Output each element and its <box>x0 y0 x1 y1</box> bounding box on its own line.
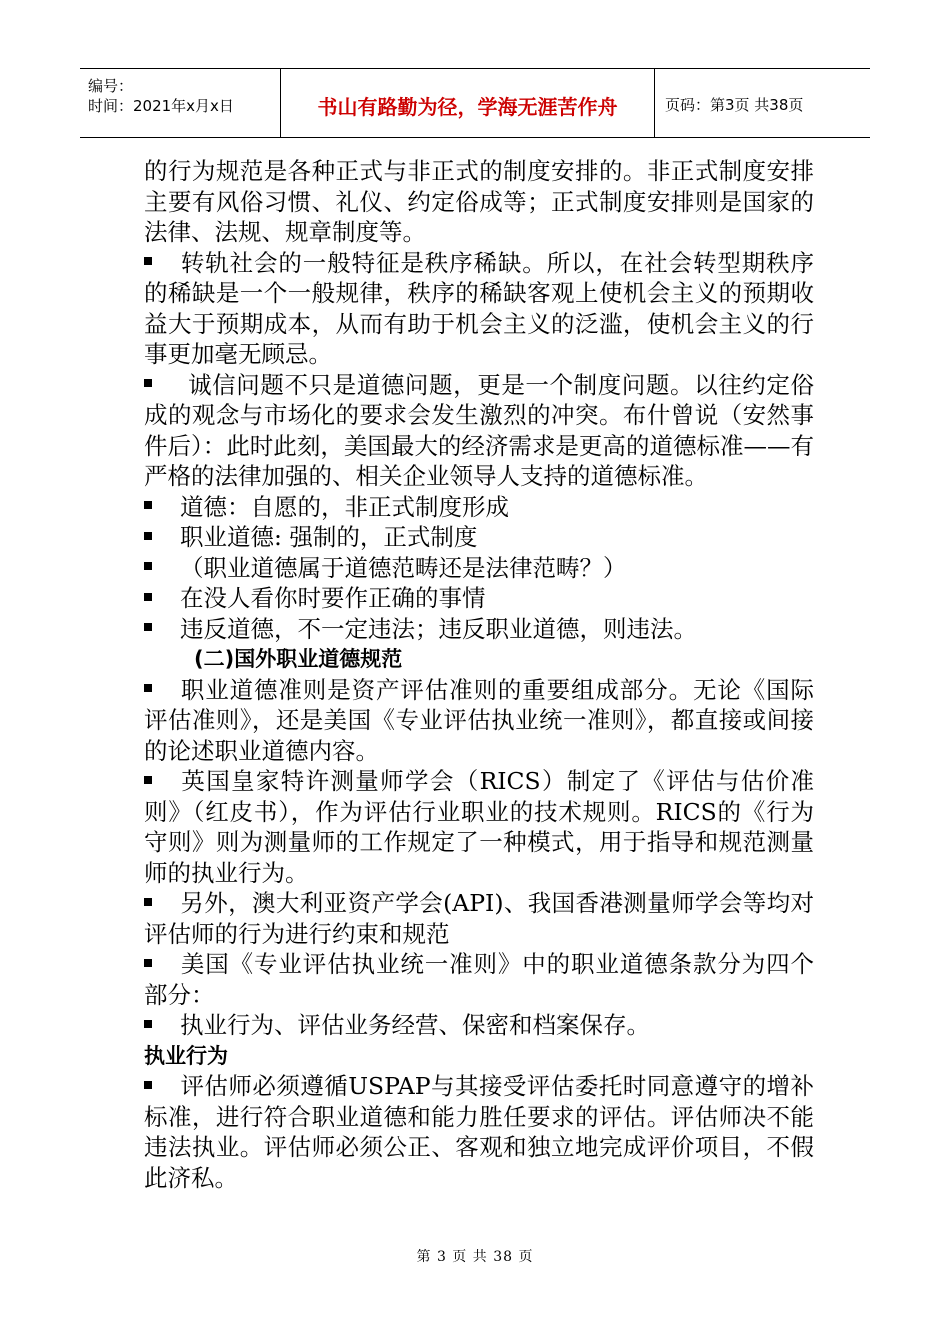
bullet-square-icon <box>144 379 152 387</box>
bullet-item <box>144 553 814 584</box>
bullet-square-icon <box>144 684 152 692</box>
bullet-item <box>144 248 814 370</box>
bullet-item <box>144 1010 814 1041</box>
bullet-text: 道德：自愿的，非正式制度形成 <box>180 492 509 521</box>
time-label: 时间：2021年x月x日 <box>88 97 234 115</box>
bullet-text: 英国皇家特许测量师学会（RICS）制定了《评估与估价准则》（红皮书），作为评估行业职业的技术规则。RICS的《行为守则》则为测量师的工作规定了一种模式，用于指导和规范测量师的执业行为。 <box>144 767 814 887</box>
bullet-square-icon <box>144 501 152 509</box>
bullet-square-icon <box>144 532 152 540</box>
bullet-item <box>144 888 814 949</box>
page-info: 页码：第3页 共38页 <box>665 96 804 114</box>
section-subheading: (二)国外职业道德规范 <box>194 647 403 671</box>
bullet-square-icon <box>144 562 152 570</box>
header-meta-cell <box>80 69 281 137</box>
document-body <box>144 156 814 1193</box>
bullet-square-icon <box>144 257 152 265</box>
paragraph: 的行为规范是各种正式与非正式的制度安排的。非正式制度安排主要有风俗习惯、礼仪、约定俗成等；正式制度安排则是国家的法律、法规、规章制度等。 <box>144 157 814 246</box>
bullet-text: 诚信问题不只是道德问题，更是一个制度问题。以往约定俗成的观念与市场化的要求会发生激烈的冲突。布什曾说（安然事件后）：此时此刻，美国最大的经济需求是更高的道德标准——有严格的法律加强的、相关企业领导人支持的道德标准。 <box>144 370 814 490</box>
bullet-text: 转轨社会的一般特征是秩序稀缺。所以，在社会转型期秩序的稀缺是一个一般规律，秩序的稀缺客观上使机会主义的预期收益大于预期成本，从而有助于机会主义的泛滥，使机会主义的行事更加毫无顾忌。 <box>144 248 814 368</box>
bullet-square-icon <box>144 593 152 601</box>
bullet-square-icon <box>144 1081 152 1089</box>
bullet-text: （职业道德属于道德范畴还是法律范畴？） <box>180 553 627 582</box>
bullet-text: 美国《专业评估执业统一准则》中的职业道德条款分为四个部分： <box>144 950 814 1009</box>
bullet-item <box>144 583 814 614</box>
bullet-item <box>144 949 814 1010</box>
bullet-square-icon <box>144 959 152 967</box>
bullet-item <box>144 522 814 553</box>
bullet-square-icon <box>144 1020 152 1028</box>
bullet-text: 职业道德准则是资产评估准则的重要组成部分。无论《国际评估准则》，还是美国《专业评估执业统一准则》，都直接或间接的论述职业道德内容。 <box>144 675 814 765</box>
bullet-item <box>144 492 814 523</box>
bullet-text: 执业行为、评估业务经营、保密和档案保存。 <box>180 1011 650 1039</box>
bullet-square-icon <box>144 776 152 784</box>
header-page-cell <box>655 69 870 137</box>
bullet-text: 职业道德: 强制的，正式制度 <box>180 523 478 551</box>
section-heading: 执业行为 <box>144 1043 228 1068</box>
bullet-item <box>144 1071 814 1193</box>
page-header <box>80 68 870 138</box>
number-label: 编号： <box>88 77 134 95</box>
bullet-text: 违反道德，不一定违法；违反职业道德，则违法。 <box>180 614 697 643</box>
bullet-square-icon <box>144 623 152 631</box>
header-motto-cell <box>281 69 655 137</box>
motto-text: 书山有路勤为径，学海无涯苦作舟 <box>317 95 618 119</box>
bullet-item <box>144 766 814 888</box>
bullet-text: 评估师必须遵循USPAP与其接受评估委托时同意遵守的增补标准，进行符合职业道德和能力胜任要求的评估。评估师决不能违法执业。评估师必须公正、客观和独立地完成评价项目，不假此济私。 <box>144 1072 814 1192</box>
page-footer: 第 3 页 共 38 页 <box>416 1249 534 1265</box>
bullet-square-icon <box>144 898 152 906</box>
bullet-item <box>144 370 814 492</box>
bullet-text: 在没人看你时要作正确的事情 <box>180 584 486 612</box>
bullet-item <box>144 614 814 645</box>
bullet-text: 另外，澳大利亚资产学会(API)、我国香港测量师学会等均对评估师的行为进行约束和规范 <box>144 889 814 948</box>
bullet-item <box>144 675 814 767</box>
